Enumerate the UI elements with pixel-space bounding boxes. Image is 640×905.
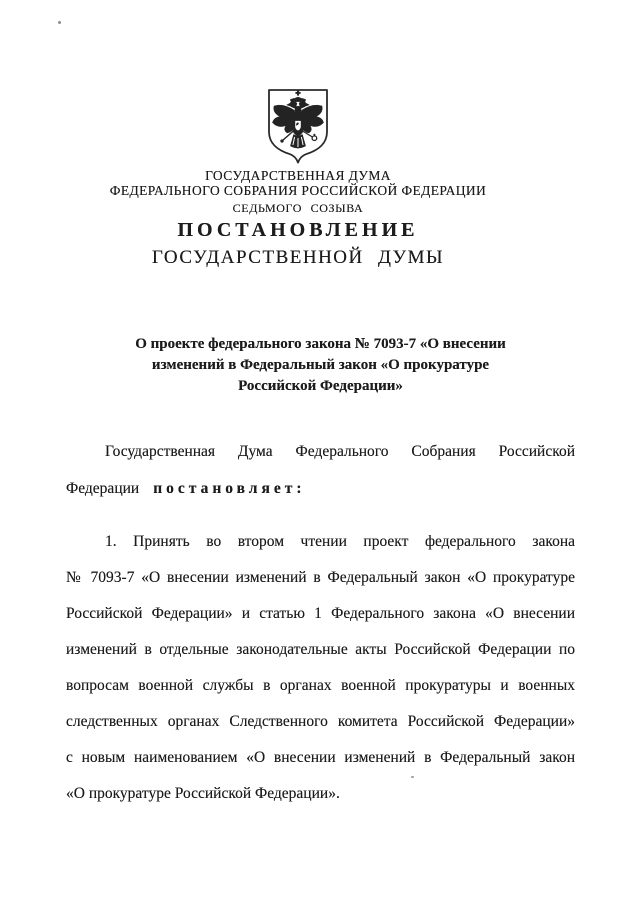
body-line: изменений в отдельные законодательные акты Российской Федерации по: [66, 641, 575, 658]
decree-word: постановляет:: [153, 480, 306, 497]
document-type-heading: ПОСТАНОВЛЕНИЕ: [177, 219, 419, 241]
intro-line-start: Федерации: [66, 480, 140, 497]
title-line: Российской Федерации»: [238, 378, 403, 394]
document-org-heading: ГОСУДАРСТВЕННОЙ ДУМЫ: [151, 247, 445, 268]
intro-line: Государственная Дума Федерального Собрания Российской: [105, 443, 575, 460]
org-name-line2: ФЕДЕРАЛЬНОГО СОБРАНИЯ РОССИЙСКОЙ ФЕДЕРАЦИИ: [109, 183, 487, 198]
body-line: 1. Принять во втором чтении проект федерального закона: [105, 533, 575, 550]
document-title: [66, 334, 575, 397]
body-line: «О прокуратуре Российской Федерации».: [66, 785, 340, 802]
body-line: № 7093-7 «О внесении изменений в Федеральный закон «О прокуратуре: [66, 569, 575, 586]
scan-speck: [58, 21, 61, 24]
title-line: изменений в Федеральный закон «О прокуратуре: [151, 357, 490, 373]
intro-line: [66, 470, 575, 507]
state-emblem-icon: [263, 88, 333, 164]
body-line: следственных органах Следственного комитета Российской Федерации»: [66, 713, 575, 730]
body-line: с новым наименованием «О внесении изменений в Федеральный закон: [66, 749, 575, 766]
title-line: О проекте федерального закона № 7093-7 «О внесении: [135, 336, 506, 352]
body-line: вопросам военной службы в органах военной прокуратуры и военных: [66, 677, 575, 694]
org-name-line1: ГОСУДАРСТВЕННАЯ ДУМА: [205, 168, 391, 183]
convocation-line: СЕДЬМОГО СОЗЫВА: [232, 201, 364, 215]
resolution-intro: [66, 433, 575, 507]
resolution-paragraph-1: [66, 524, 575, 812]
body-line: Российской Федерации» и статью 1 Федерального закона «О внесении: [66, 605, 575, 622]
